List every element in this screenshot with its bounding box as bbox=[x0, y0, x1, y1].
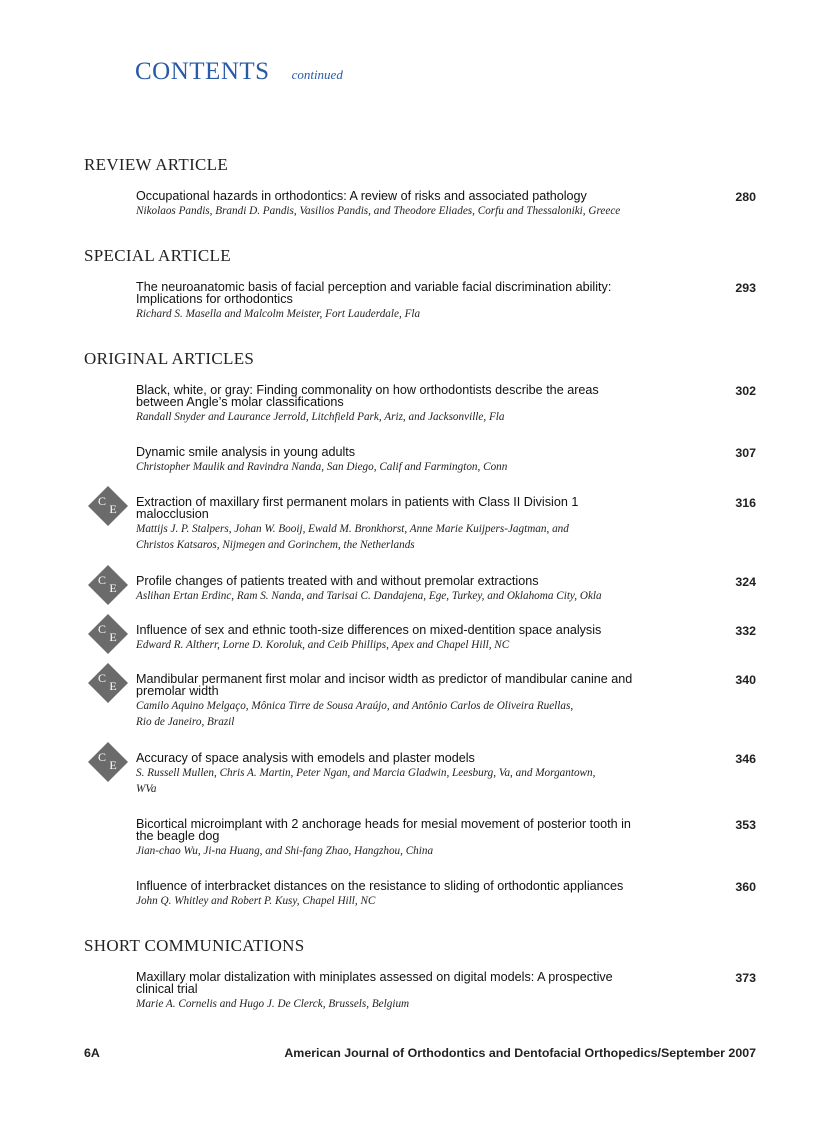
toc-entry[interactable] bbox=[136, 624, 756, 654]
toc-entry[interactable] bbox=[136, 752, 756, 797]
entry-page-number: 293 bbox=[735, 281, 756, 295]
svg-text:C: C bbox=[97, 671, 107, 685]
section-heading-special: SPECIAL ARTICLE bbox=[84, 246, 231, 265]
toc-entry[interactable] bbox=[136, 818, 756, 860]
entry-title: Dynamic smile analysis in young adults bbox=[136, 445, 356, 459]
entry-authors: Jian-chao Wu, Ji-na Huang, and Shi-fang Zhao, Hangzhou, China bbox=[136, 845, 434, 857]
entry-authors: Aslihan Ertan Erdinc, Ram S. Nanda, and Tarisai C. Dandajena, Ege, Turkey, and Oklahoma City, Okla bbox=[136, 590, 602, 602]
entry-authors: Randall Snyder and Laurance Jerrold, Litchfield Park, Ariz, and Jacksonville, Fla bbox=[136, 411, 505, 423]
svg-text:C: C bbox=[97, 622, 107, 636]
ce-credit-icon bbox=[87, 564, 129, 606]
page-footer bbox=[84, 1046, 756, 1060]
entry-page-number: 324 bbox=[735, 575, 756, 589]
page-title bbox=[135, 58, 343, 86]
section-heading-review: REVIEW ARTICLE bbox=[84, 155, 229, 174]
entry-authors: John Q. Whitley and Robert P. Kusy, Chapel Hill, NC bbox=[136, 895, 376, 907]
entry-page-number: 302 bbox=[735, 384, 756, 398]
entry-title: Mandibular permanent first molar and incisor width as predictor of mandibular canine and premolar width bbox=[136, 672, 633, 698]
toc-entry[interactable] bbox=[136, 971, 756, 1013]
entry-page-number: 332 bbox=[735, 624, 756, 638]
entry-page-number: 316 bbox=[735, 496, 756, 510]
toc-entry[interactable] bbox=[136, 190, 756, 220]
toc-entry[interactable] bbox=[136, 880, 756, 910]
svg-text:C: C bbox=[97, 494, 107, 508]
entry-title: Accuracy of space analysis with emodels and plaster models bbox=[136, 751, 475, 765]
entry-title: Occupational hazards in orthodontics: A review of risks and associated pathology bbox=[136, 189, 587, 203]
section-heading-short: SHORT COMMUNICATIONS bbox=[84, 936, 305, 955]
toc-entry[interactable] bbox=[136, 281, 756, 323]
toc-entry[interactable] bbox=[136, 446, 756, 476]
footer-page-label: 6A bbox=[84, 1046, 100, 1060]
entry-authors: Marie A. Cornelis and Hugo J. De Clerck, Brussels, Belgium bbox=[136, 998, 410, 1010]
footer-journal: American Journal of Orthodontics and Dentofacial Orthopedics/September 2007 bbox=[284, 1046, 756, 1060]
svg-text:E: E bbox=[109, 581, 117, 595]
entry-authors: S. Russell Mullen, Chris A. Martin, Peter Ngan, and Marcia Gladwin, Leesburg, Va, and Morgantown, WVa bbox=[136, 767, 596, 795]
entry-page-number: 340 bbox=[735, 673, 756, 687]
entry-title: Influence of sex and ethnic tooth-size differences on mixed-dentition space analysis bbox=[136, 623, 602, 637]
toc-entry[interactable] bbox=[136, 575, 756, 605]
entry-page-number: 346 bbox=[735, 752, 756, 766]
svg-text:E: E bbox=[109, 758, 117, 772]
svg-text:E: E bbox=[109, 502, 117, 516]
entry-page-number: 280 bbox=[735, 190, 756, 204]
entry-title: Influence of interbracket distances on the resistance to sliding of orthodontic appliances bbox=[136, 879, 624, 893]
entry-authors: Richard S. Masella and Malcolm Meister, Fort Lauderdale, Fla bbox=[136, 308, 421, 320]
svg-text:E: E bbox=[109, 679, 117, 693]
title-text: CONTENTS bbox=[135, 58, 270, 85]
ce-credit-icon bbox=[87, 613, 129, 655]
entry-title: Maxillary molar distalization with miniplates assessed on digital models: A prospective clinical trial bbox=[136, 970, 613, 996]
entry-authors: Nikolaos Pandis, Brandi D. Pandis, Vasilios Pandis, and Theodore Eliades, Corfu and Thessaloniki, Greece bbox=[136, 205, 621, 217]
svg-text:C: C bbox=[97, 750, 107, 764]
entry-page-number: 373 bbox=[735, 971, 756, 985]
svg-text:C: C bbox=[97, 573, 107, 587]
ce-credit-icon bbox=[87, 741, 129, 783]
entry-title: Black, white, or gray: Finding commonality on how orthodontists describe the areas between Angle’s molar classifications bbox=[136, 383, 599, 409]
svg-text:E: E bbox=[109, 630, 117, 644]
entry-authors: Camilo Aquino Melgaço, Mônica Tirre de Sousa Araújo, and Antônio Carlos de Oliveira Ruellas, Rio de Janeiro, Brazil bbox=[136, 700, 574, 728]
toc-entry[interactable] bbox=[136, 673, 756, 730]
entry-page-number: 360 bbox=[735, 880, 756, 894]
entry-authors: Edward R. Altherr, Lorne D. Koroluk, and Ceib Phillips, Apex and Chapel Hill, NC bbox=[136, 639, 510, 651]
toc-entry[interactable] bbox=[136, 384, 756, 426]
entry-title: The neuroanatomic basis of facial perception and variable facial discrimination ability: Implications for orthodontics bbox=[136, 280, 612, 306]
ce-credit-icon bbox=[87, 485, 129, 527]
entry-title: Extraction of maxillary first permanent molars in patients with Class II Division 1 malocclusion bbox=[136, 495, 579, 521]
entry-authors: Christopher Maulik and Ravindra Nanda, San Diego, Calif and Farmington, Conn bbox=[136, 461, 508, 473]
entry-page-number: 307 bbox=[735, 446, 756, 460]
section-heading-original: ORIGINAL ARTICLES bbox=[84, 349, 255, 368]
entry-authors: Mattijs J. P. Stalpers, Johan W. Booij, Ewald M. Bronkhorst, Anne Marie Kuijpers-Jagtman, and Christos Katsaros, Nijmegen and Gorinchem, the Netherlands bbox=[136, 523, 569, 551]
entry-page-number: 353 bbox=[735, 818, 756, 832]
toc-entry[interactable] bbox=[136, 496, 756, 553]
title-continued: continued bbox=[291, 67, 343, 82]
entry-title: Profile changes of patients treated with and without premolar extractions bbox=[136, 574, 539, 588]
ce-credit-icon bbox=[87, 662, 129, 704]
entry-title: Bicortical microimplant with 2 anchorage heads for mesial movement of posterior tooth in the beagle dog bbox=[136, 817, 631, 843]
